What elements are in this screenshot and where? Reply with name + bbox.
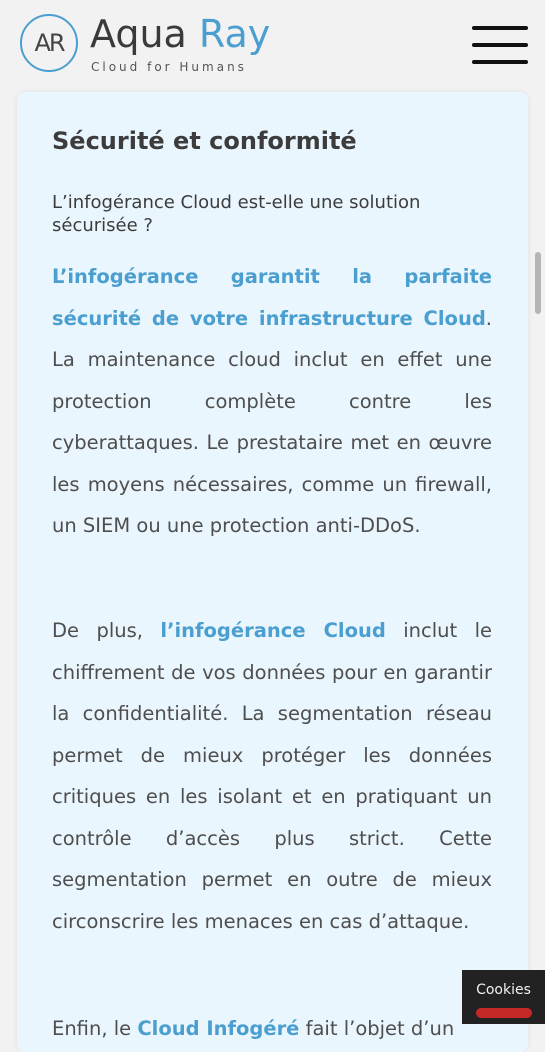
brand-second: Ray [198, 12, 271, 56]
menu-icon-line [472, 26, 528, 30]
brand-first: Aqua [90, 12, 187, 56]
menu-icon[interactable] [472, 26, 528, 66]
page-scrollbar[interactable] [535, 252, 541, 314]
cookies-button[interactable] [462, 970, 545, 1024]
cookies-indicator [476, 1008, 532, 1018]
section-title: Sécurité et conformité [52, 127, 357, 155]
menu-icon-line [472, 43, 528, 47]
faq-question: L’infogérance Cloud est-elle une solution sécurisée ? [52, 192, 421, 236]
paragraph-encryption [52, 610, 492, 942]
paragraph-text: . La maintenance cloud inclut en effet une protection complète contre les cyberattaques. Le prestataire met en œuvre les moyens nécessaires, comme un firewall, un SIEM ou une protection anti-DDoS. [52, 306, 492, 537]
paragraph-text: Enfin, le [52, 1017, 138, 1040]
site-header [0, 0, 545, 88]
paragraph-security [52, 256, 492, 547]
paragraph-text: fait l’objet d’un [299, 1017, 455, 1040]
logo-icon[interactable] [20, 14, 78, 72]
menu-icon-line [472, 60, 528, 64]
paragraph-text: inclut le chiffrement de vos données pour en garantir la confidentialité. La segmentation réseau permet de mieux protéger les données critiques en les isolant et en pratiquant un contrôle d’accès plus strict. Cette segmentation permet en outre de mieux circonscrire les menaces en cas d’attaque. [52, 619, 493, 933]
brand-tagline: Cloud for Humans [91, 60, 247, 74]
highlight-link[interactable]: L’infogérance garantit la parfaite sécurité de votre infrastructure Cloud [52, 265, 492, 330]
paragraph-text: De plus, [52, 619, 161, 642]
brand-name[interactable] [90, 12, 270, 56]
content-card [17, 92, 528, 1052]
cookies-label: Cookies [476, 982, 531, 998]
highlight-link[interactable]: l’infogérance Cloud [160, 619, 386, 642]
highlight-link[interactable]: Cloud Infogéré [137, 1017, 300, 1040]
paragraph-compliance [52, 1008, 492, 1050]
logo-initials: AR [34, 29, 64, 57]
